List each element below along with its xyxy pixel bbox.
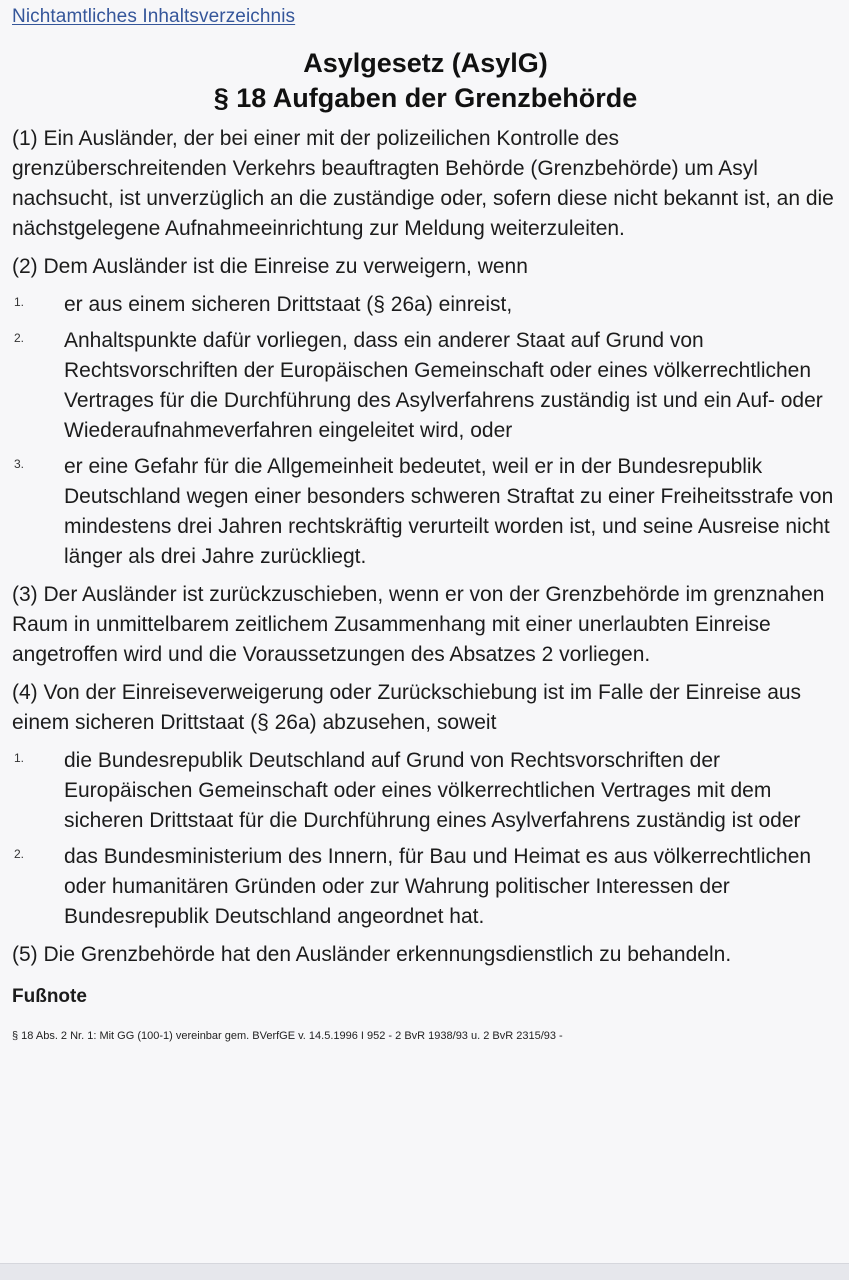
paragraph-2-list [12, 290, 839, 572]
list-item [12, 326, 839, 446]
law-title: Asylgesetz (AsylG) [303, 48, 548, 78]
list-item [12, 290, 839, 320]
list-item-number: 2. [14, 331, 25, 345]
list-item [12, 746, 839, 836]
paragraph-4-intro: (4) Von der Einreiseverweigerung oder Zurückschiebung ist im Falle der Einreise aus einem sicheren Drittstaat (§ 26a) abzusehen, soweit [12, 681, 802, 734]
paragraph-2-intro: (2) Dem Ausländer ist die Einreise zu verweigern, wenn [12, 255, 528, 278]
paragraph-4-list [12, 746, 839, 932]
list-item-text: er eine Gefahr für die Allgemeinheit bedeutet, weil er in der Bundesrepublik Deutschland wegen einer besonders schweren Straftat zu einer Freiheitsstrafe von mindestens drei Jahren rechtskräftig verurteilt worden ist, und seine Ausreise nicht länger als drei Jahre zurückliegt. [64, 455, 834, 568]
paragraph-3: (3) Der Ausländer ist zurückzuschieben, wenn er von der Grenzbehörde im grenznahen Raum in unmittelbarem zeitlichem Zusammenhang mit einer unerlaubten Einreise angetroffen wird und die Voraussetzungen des Absatzes 2 vorliegen. [12, 583, 825, 666]
toc-link[interactable]: Nichtamtliches Inhaltsverzeichnis [12, 6, 296, 27]
list-item-text: Anhaltspunkte dafür vorliegen, dass ein anderer Staat auf Grund von Rechtsvorschriften der Europäischen Gemeinschaft oder eines völkerrechtlichen Vertrages für die Durchführung des Asylverfahrens zuständig ist und ein Auf- oder Wiederaufnahmeverfahren eingeleitet wird, oder [64, 329, 823, 442]
list-item-number: 3. [14, 457, 25, 471]
list-item-text: er aus einem sicheren Drittstaat (§ 26a) einreist, [64, 293, 513, 316]
list-item-text: die Bundesrepublik Deutschland auf Grund von Rechtsvorschriften der Europäischen Gemeinschaft oder eines völkerrechtlichen Vertrages mit dem sicheren Drittstaat für die Durchführung eines Asylverfahrens zuständig ist oder [64, 749, 801, 832]
bottom-bar [0, 1263, 849, 1280]
footnote-text: § 18 Abs. 2 Nr. 1: Mit GG (100-1) vereinbar gem. BVerfGE v. 14.5.1996 I 952 - 2 BvR 1938/93 u. 2 BvR 2315/93 - [12, 1030, 563, 1042]
section-title: § 18 Aufgaben der Grenzbehörde [213, 83, 638, 113]
list-item-number: 2. [14, 847, 25, 861]
footnote-heading: Fußnote [12, 986, 87, 1007]
paragraph-1: (1) Ein Ausländer, der bei einer mit der polizeilichen Kontrolle des grenzüberschreitenden Verkehrs beauftragten Behörde (Grenzbehörde) um Asyl nachsucht, ist unverzüglich an die zuständige oder, sofern diese nicht bekannt ist, an die nächstgelegene Aufnahmeeinrichtung zur Meldung weiterzuleiten. [12, 127, 834, 240]
list-item [12, 452, 839, 572]
list-item [12, 842, 839, 932]
list-item-number: 1. [14, 295, 25, 309]
paragraph-5: (5) Die Grenzbehörde hat den Ausländer erkennungsdienstlich zu behandeln. [12, 943, 732, 966]
page-title [12, 46, 839, 116]
list-item-text: das Bundesministerium des Innern, für Bau und Heimat es aus völkerrechtlichen oder humanitären Gründen oder zur Wahrung politischer Interessen der Bundesrepublik Deutschland angeordnet hat. [64, 845, 812, 928]
list-item-number: 1. [14, 751, 25, 765]
